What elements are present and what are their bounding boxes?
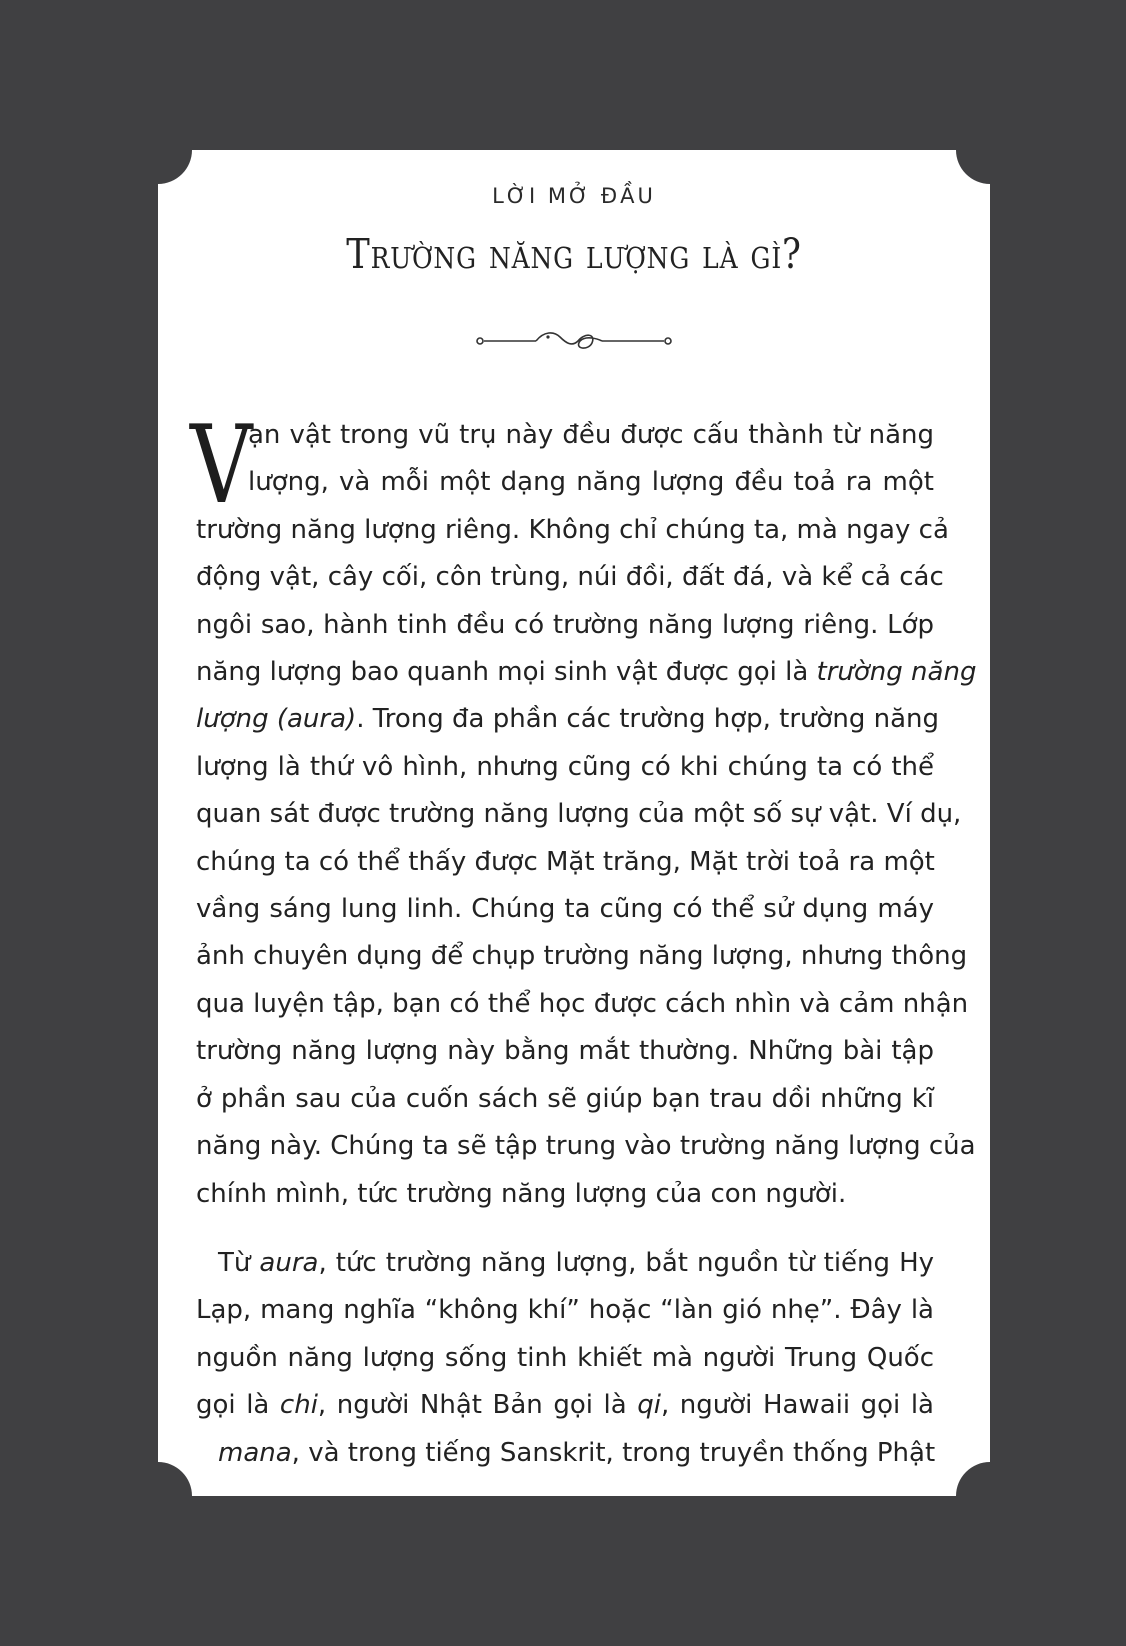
chapter-title: Trường năng lượng là gì?: [346, 230, 802, 278]
text-line: trường năng lượng riêng. Không chỉ chúng ta, mà ngay cả: [196, 514, 949, 545]
italic-term: chi: [279, 1390, 318, 1421]
text-line: lượng, và mỗi một dạng năng lượng đều toả ra một: [248, 467, 934, 498]
ornament-divider-icon: [474, 325, 674, 355]
text-line: Từ aura, tức trường năng lượng, bắt nguồn từ tiếng Hy: [218, 1247, 935, 1278]
text-line: ạn vật trong vũ trụ này đều được cấu thành từ năng: [248, 420, 934, 450]
text-line: qua luyện tập, bạn có thể học được cách nhìn và cảm nhận: [196, 988, 969, 1019]
text-line: chúng ta có thể thấy được Mặt trăng, Mặt trời toả ra một: [196, 846, 935, 877]
text-line: ảnh chuyên dụng để chụp trường năng lượng, nhưng thông: [196, 941, 968, 972]
drop-cap: V: [190, 403, 253, 528]
text-line: năng này. Chúng ta sẽ tập trung vào trường năng lượng của: [196, 1131, 976, 1162]
text-line: động vật, cây cối, côn trùng, núi đồi, đất đá, và kể cả các: [196, 562, 944, 593]
text-line: quan sát được trường năng lượng của một số sự vật. Ví dụ,: [196, 799, 962, 830]
page-card: [158, 150, 990, 1496]
text-line: mana, và trong tiếng Sanskrit, trong truyền thống Phật: [218, 1437, 936, 1468]
text-line: ngôi sao, hành tinh đều có trường năng lượng riêng. Lớp: [196, 609, 934, 640]
italic-term: aura: [259, 1247, 319, 1278]
paragraph-1: [196, 412, 977, 1218]
text-line: trường năng lượng này bằng mắt thường. Những bài tập: [196, 1036, 934, 1067]
body-text: [190, 403, 977, 1477]
text-line: nguồn năng lượng sống tinh khiết mà người Trung Quốc: [196, 1342, 934, 1373]
paragraph-2: [196, 1240, 934, 1477]
italic-term: mana: [218, 1437, 292, 1468]
text-line: Lạp, mang nghĩa “không khí” hoặc “làn gió nhẹ”. Đây là: [196, 1295, 934, 1326]
text-line: lượng là thứ vô hình, nhưng cũng có khi chúng ta có thể: [196, 751, 934, 782]
text-line: ở phần sau của cuốn sách sẽ giúp bạn trau dồi những kĩ: [196, 1083, 934, 1114]
text-line: vầng sáng lung linh. Chúng ta cũng có thể sử dụng máy: [196, 894, 934, 925]
italic-term: lượng (aura): [196, 704, 357, 735]
text-line: lượng (aura). Trong đa phần các trường hợp, trường năng: [196, 704, 940, 735]
italic-term: trường năng: [816, 657, 977, 688]
chapter-kicker: LỜI MỞ ĐẦU: [492, 184, 656, 208]
text-line: chính mình, tức trường năng lượng của con người.: [196, 1178, 847, 1209]
text-line: gọi là chi, người Nhật Bản gọi là qi, người Hawaii gọi là: [196, 1390, 934, 1421]
text-line: năng lượng bao quanh mọi sinh vật được gọi là trường năng: [196, 657, 977, 688]
italic-term: qi: [637, 1390, 661, 1421]
